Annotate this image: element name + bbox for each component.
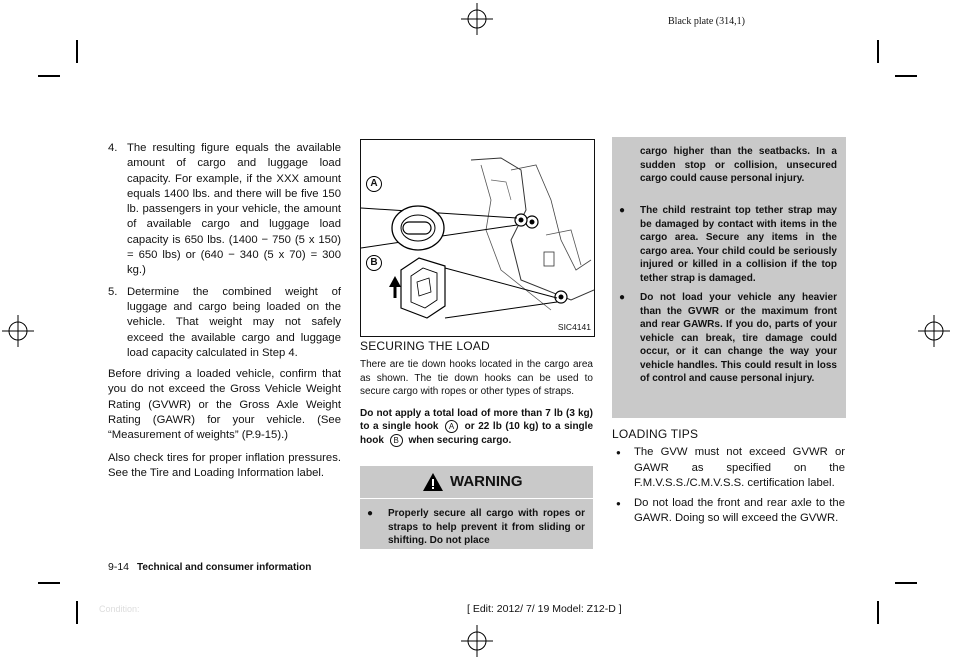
warning-box-continued <box>612 137 846 418</box>
crop-mark <box>877 40 879 63</box>
edit-info: [ Edit: 2012/ 7/ 19 Model: Z12-D ] <box>467 603 622 615</box>
warning-text: cargo higher than the seatbacks. In a sudden stop or collision, unsecured cargo could cause personal injury. <box>640 146 837 184</box>
tie-down-hook-figure <box>360 139 595 337</box>
securing-note <box>360 407 593 448</box>
section-heading-securing: SECURING THE LOAD <box>360 339 490 353</box>
middle-column <box>360 339 593 448</box>
crop-mark <box>895 582 917 584</box>
warning-bullet <box>612 204 837 285</box>
crop-mark <box>38 582 60 584</box>
warning-triangle-icon <box>422 472 444 492</box>
item-number: 4. <box>108 142 118 154</box>
registration-mark-right <box>918 315 950 347</box>
page-number: 9-14 <box>108 561 130 573</box>
bullet-dot: ● <box>616 499 621 509</box>
section-heading-loading: LOADING TIPS <box>612 427 699 441</box>
warning-title: WARNING <box>450 473 523 490</box>
left-column <box>108 141 341 488</box>
list-item <box>108 285 341 361</box>
crop-mark <box>38 75 60 77</box>
callout-a-label: A <box>370 178 378 189</box>
paragraph-tires: Also check tires for proper inflation pressures. See the Tire and Loading Information label. <box>108 451 341 479</box>
callout-a <box>366 176 382 192</box>
page-footer <box>108 561 311 573</box>
warning-text: Properly secure all cargo with ropes or straps to help prevent it from sliding or shifting. Do not place <box>388 508 585 546</box>
warning-continued-text <box>640 145 837 186</box>
item-text: Determine the combined weight of luggage and cargo being loaded on the vehicle. That weight may not safely exceed the available cargo and luggage load capacity calculated in Step 4. <box>127 285 341 359</box>
item-number: 5. <box>108 285 118 298</box>
bullet-dot: ● <box>619 205 626 216</box>
item-text: Do not load the front and rear axle to the GAWR. Doing so will exceed the GVWR. <box>634 497 845 525</box>
note-text: when securing cargo. <box>408 435 512 447</box>
callout-b-inline: B <box>390 434 403 447</box>
paragraph-gvwr: Before driving a loaded vehicle, confirm that you do not exceed the Gross Vehicle Weight Rating (GVWR) or the Gross Axle Weight Rating (GAWR) for your vehicle. (See “Measurement of weights” (P.9-15).) <box>108 368 341 442</box>
warning-bullet <box>612 291 837 386</box>
warning-list <box>360 507 585 554</box>
item-text: The resulting figure equals the available amount of cargo and luggage load capacity. For example, if the XXX amount equals 1400 lbs. and there will be five 150 lb. passengers in your vehicle, the amount of available cargo and luggage load capacity is 650 lbs. (1400 − 750 (5 x 150) = 650 lbs) or (640 − 340 (5 x 70) = 300 kg.) <box>127 142 341 277</box>
crop-mark <box>877 601 879 624</box>
figure-code: SIC4141 <box>557 322 591 332</box>
warning-header <box>360 466 593 499</box>
condition-label: Condition: <box>99 604 140 614</box>
bullet-dot: ● <box>616 448 621 458</box>
plate-label: Black plate (314,1) <box>668 16 745 27</box>
bullet-dot: ● <box>367 508 374 519</box>
callout-a-inline: A <box>445 420 458 433</box>
warning-bullet <box>360 507 585 548</box>
section-title: Technical and consumer information <box>137 562 312 573</box>
item-text: The GVW must not exceed GVWR or GAWR as specified on the F.M.V.S.S./C.M.V.S.S. certification label. <box>634 446 845 489</box>
list-item <box>108 141 341 279</box>
callout-b <box>366 255 382 271</box>
crop-mark <box>895 75 917 77</box>
bullet-dot: ● <box>619 292 626 303</box>
crop-mark <box>76 601 78 624</box>
registration-mark-bottom <box>461 625 493 657</box>
warning-list <box>612 204 837 392</box>
cargo-area-illustration <box>361 140 594 336</box>
registration-mark-left <box>2 315 34 347</box>
list-item <box>612 445 845 491</box>
crop-mark <box>76 40 78 63</box>
note-text: or 22 lb (10 kg) to a single hook <box>360 421 594 447</box>
loading-tips <box>612 427 845 532</box>
note-text: Do not apply a total load of more than 7 lb (3 kg) to a single hook <box>360 407 593 433</box>
callout-b-label: B <box>370 257 378 268</box>
securing-body: There are tie down hooks located in the cargo area as shown. The tie down hooks can be used to secure cargo with ropes or other types of straps. <box>360 359 593 398</box>
warning-box <box>360 466 593 549</box>
warning-text: The child restraint top tether strap may be damaged by contact with items in the cargo area. Secure any items in the cargo area. Your child could be seriously injured or killed in a collision if the top tether strap is damaged. <box>640 205 837 284</box>
warning-text: Do not load your vehicle any heavier than the GVWR or the maximum front and rear GAWRs. If you do, parts of your vehicle can break, tire damage could occur, or it can change the way your vehicle handles. This could result in loss of control and cause personal injury. <box>640 292 837 384</box>
registration-mark-top <box>461 3 493 35</box>
list-item <box>612 496 845 527</box>
